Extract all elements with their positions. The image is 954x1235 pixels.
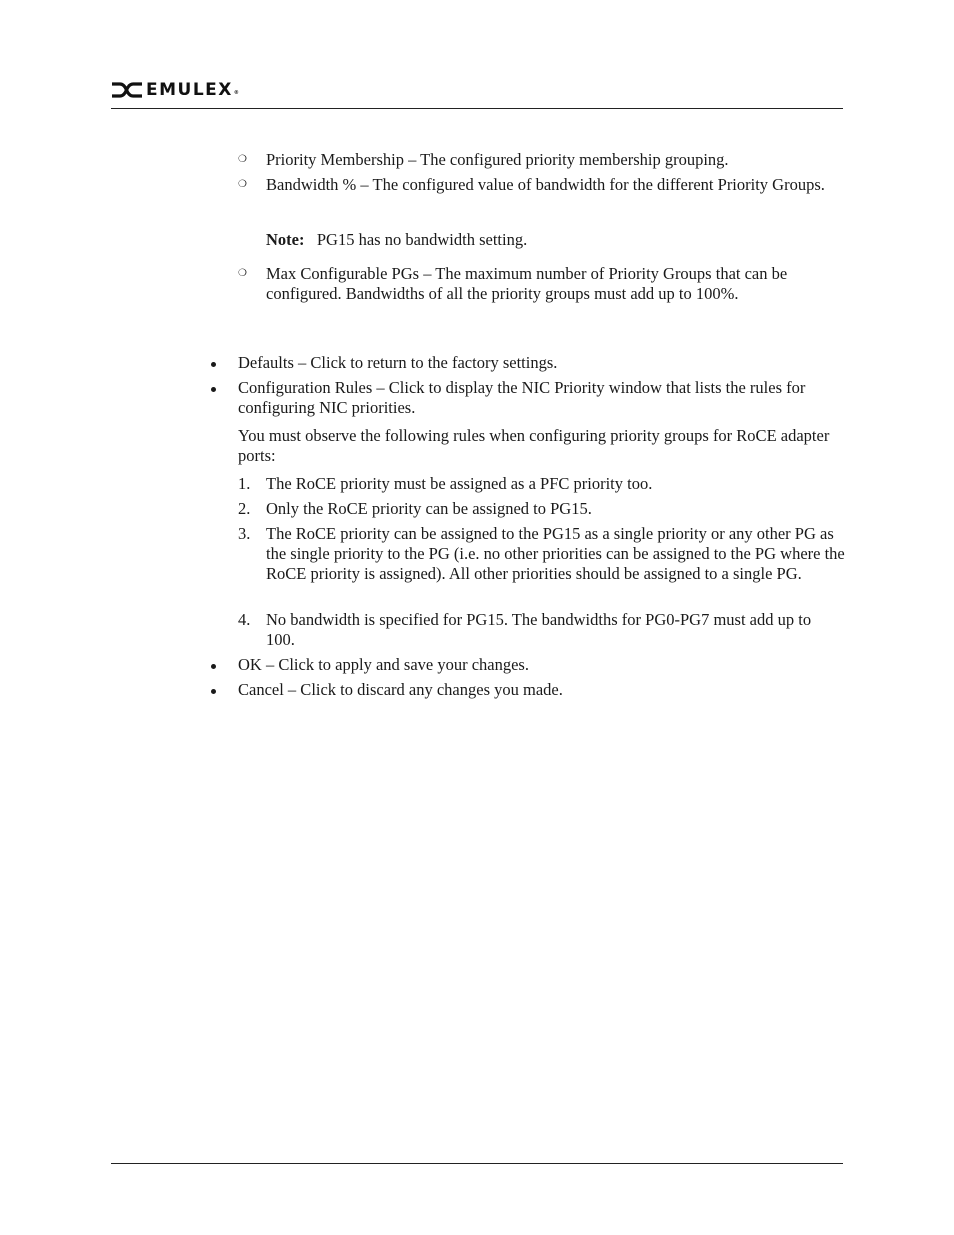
- note-label: Note:: [266, 230, 305, 249]
- sub-bullet-icon: ❍: [238, 179, 247, 190]
- rule-1: The RoCE priority must be assigned as a PFC priority too.: [266, 474, 653, 493]
- bullet-defaults: Defaults – Click to return to the factory settings.: [238, 353, 558, 372]
- note-text: PG15 has no bandwidth setting.: [316, 230, 528, 249]
- rule-2: Only the RoCE priority can be assigned to PG15.: [266, 499, 592, 518]
- footer-divider: [111, 1163, 843, 1164]
- rule-number: 3.: [238, 524, 251, 543]
- bullet-configuration-rules: Configuration Rules – Click to display the NIC Priority window that lists the rules for configuring NIC priorities.: [238, 378, 806, 417]
- sub-item-bandwidth: Bandwidth % – The configured value of bandwidth for the different Priority Groups.: [266, 175, 825, 194]
- bullet-icon: [211, 664, 216, 669]
- rule-3: The RoCE priority can be assigned to the PG15 as a single priority or any other PG as the single priority to the PG (i.e. no other priorities can be assigned to the PG where the RoCE priority is assigned). All other priorities should be assigned to a single PG.: [266, 524, 845, 583]
- note: [266, 230, 846, 250]
- rule-number: 1.: [238, 474, 251, 493]
- sub-item-max-configurable-pgs: Max Configurable PGs – The maximum number of Priority Groups that can be configured. Bandwidths of all the priority groups must add up to 100%.: [266, 264, 788, 303]
- rule-4: No bandwidth is specified for PG15. The bandwidths for PG0-PG7 must add up to 100.: [266, 610, 812, 649]
- rules-intro: You must observe the following rules when configuring priority groups for RoCE adapter ports:: [238, 426, 830, 465]
- bullet-icon: [211, 387, 216, 392]
- sub-bullet-icon: ❍: [238, 154, 247, 165]
- logo-wordmark: EMULEX®: [146, 80, 241, 100]
- rule-number: 4.: [238, 610, 251, 629]
- emulex-logo-mark-icon: [111, 81, 143, 99]
- sub-bullet-icon: ❍: [238, 268, 247, 279]
- emulex-logo: [111, 80, 240, 100]
- bullet-ok: OK – Click to apply and save your changes.: [238, 655, 529, 674]
- bullet-icon: [211, 689, 216, 694]
- page-header: [111, 80, 843, 110]
- header-divider: [111, 108, 843, 109]
- sub-item-priority-membership: Priority Membership – The configured priority membership grouping.: [266, 150, 729, 169]
- rule-number: 2.: [238, 499, 251, 518]
- bullet-cancel: Cancel – Click to discard any changes you made.: [238, 680, 563, 699]
- bullet-icon: [211, 362, 216, 367]
